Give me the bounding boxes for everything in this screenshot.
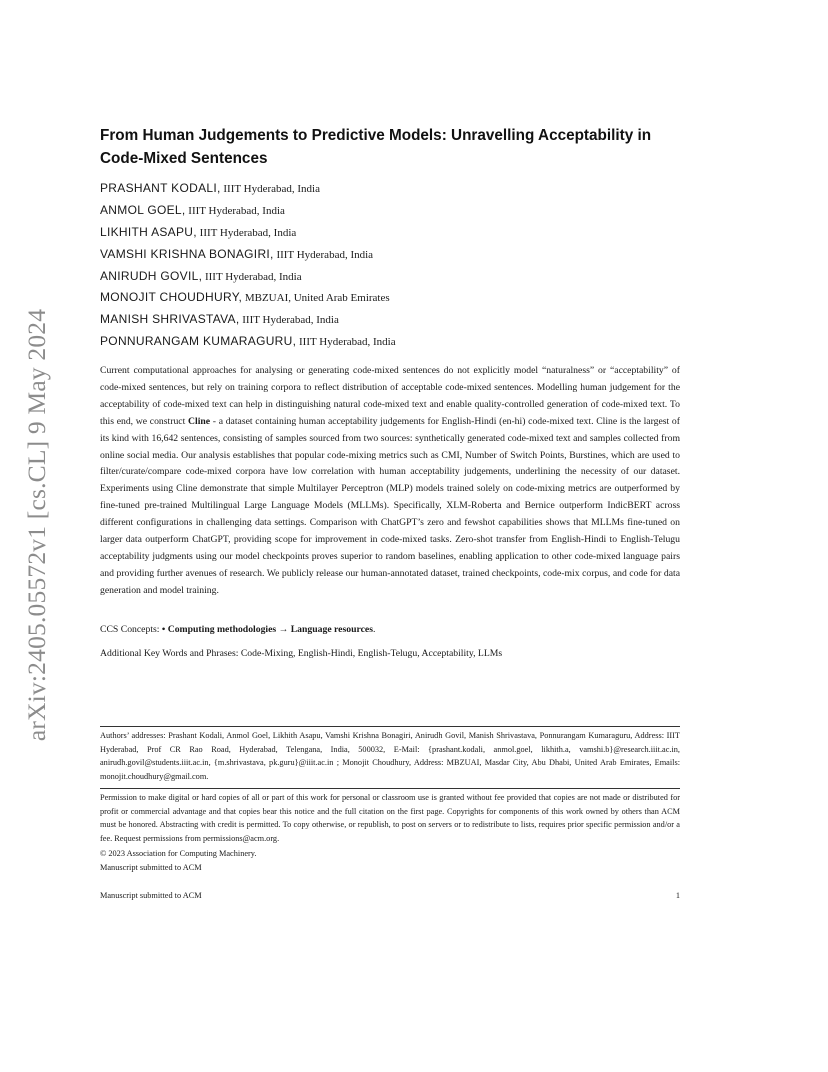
author-affiliation: IIIT Hyderabad, India xyxy=(296,336,396,349)
author-affiliation: IIIT Hyderabad, India xyxy=(273,248,374,261)
keywords: Additional Key Words and Phrases: Code-Mixing, English-Hindi, English-Telugu, Acceptability, LLMs xyxy=(100,648,503,659)
ccs-end: . xyxy=(372,624,376,635)
permission-notice: Permission to make digital or hard copies of all or part of this work for personal or classroom use is granted without fee provided that copies are not made or distributed for profit or commercial advantage and that copies bear this notice and the full citation on the first page. Copyrights for components of this work owned by others than ACM must be honored. Abstracting with credit is permitted. To copy otherwise, or republish, to post on servers or to redistribute to lists, requires prior specific permission and/or a fee. Request permissions from permissions@acm.org. xyxy=(100,793,680,843)
author-name: PONNURANGAM KUMARAGURU, xyxy=(100,334,297,349)
author-affiliation: IIIT Hyderabad, India xyxy=(196,226,297,239)
author-affiliation: IIIT Hyderabad, India xyxy=(185,204,285,217)
author-entry xyxy=(100,311,690,333)
author-affiliation: MBZUAI, United Arab Emirates xyxy=(242,292,390,305)
copyright-notice: © 2023 Association for Computing Machinery. xyxy=(100,849,257,858)
author-affiliation: IIIT Hyderabad, India xyxy=(202,270,302,283)
authors-addresses: Authors’ addresses: Prashant Kodali, Anmol Goel, Likhith Asapu, Vamshi Krishna Bonagiri, Anirudh Govil, Manish Shrivastava, Ponnurangam Kumaraguru, Address: IIIT Hyderabad, Prof CR Rao Road, Hyderabad, Telengana, India, 500032, E-Mail: {prashant.kodali, anmol.goel, likhith.a, vamshi.b}@research.iiit.ac.in, anirudh.govil@students.iiit.ac.in, {m.shrivastava, pk.guru}@iiit.ac.in ; Monojit Choudhury, Address: MBZUAI, Masdar City, Abu Dhabi, United Arab Emirates, Emails: monojit.choudhury@gmail.com. xyxy=(100,731,680,781)
ccs-label: CCS Concepts: xyxy=(100,624,162,635)
footnote-divider xyxy=(100,726,680,727)
author-entry xyxy=(100,289,690,311)
author-name: VAMSHI KRISHNA BONAGIRI, xyxy=(100,246,274,261)
arxiv-identifier-text: arXiv:2405.05572v1 [cs.CL] 9 May 2024 xyxy=(22,308,52,742)
author-affiliation: IIIT Hyderabad, India xyxy=(239,314,339,327)
author-name: MONOJIT CHOUDHURY, xyxy=(100,290,243,305)
permission-divider xyxy=(100,788,680,789)
dataset-name: Cline xyxy=(188,415,211,427)
author-entry xyxy=(100,202,690,224)
author-entry xyxy=(100,224,690,246)
author-name: MANISH SHRIVASTAVA, xyxy=(100,312,240,327)
footer-text: Manuscript submitted to ACM xyxy=(100,891,202,900)
submission-note: Manuscript submitted to ACM xyxy=(100,863,202,872)
author-entry xyxy=(100,268,690,290)
abstract-text-rest: - a dataset containing human acceptability judgements for English-Hindi (en-hi) code-mixed text. Cline is the largest of its kind with 16,642 sentences, consisting of samples sourced from two sources: synthetically generated code-mixed text and samples collected from online social media. Our analysis establishes that popular code-mixing metrics such as CMI, Number of Switch Points, Burstines, which are used to filter/curate/compare code-mixed corpora have low correlation with human acceptability judgements, underlining the necessity of our dataset. Experiments using Cline demonstrate that simple Multilayer Perceptron (MLP) models trained solely on code-mixing metrics are outperformed by fine-tuned pre-trained Multilingual Large Language Models (MLLMs). Specifically, XLM-Roberta and Bernice outperform IndicBERT across different configurations in challenging data settings. Comparison with ChatGPT’s zero and fewshot capabilities shows that MLLMs fine-tuned on larger data outperform ChatGPT, providing scope for improvement in code-mixed tasks. Zero-shot transfer from English-Hindi to English-Telugu acceptability judgments using our model checkpoints proves superior to random baselines, enabling application to other code-mixed language pairs and providing further avenues of research. We publicly release our human-annotated dataset, trained checkpoints, code-mix corpus, and code for data generation and model training. xyxy=(100,415,681,596)
author-name: PRASHANT KODALI, xyxy=(100,181,221,195)
abstract-text-start: Current computational approaches for analysing or generating code-mixed sentences do not explicitly model “naturalness” or “acceptability” of code-mixed sentences, but rely on training corpora to reflect distribution of acceptable code-mixed sentences. Modelling human judgement for the acceptability of code-mixed text can help in distinguishing natural code-mixed text and enable quality-controlled generation of code-mixed text. To this end, we construct xyxy=(100,365,680,427)
abstract xyxy=(100,363,680,600)
page-number: 1 xyxy=(675,891,680,900)
author-entry xyxy=(100,333,690,355)
author-entry xyxy=(100,180,690,202)
author-name: ANMOL GOEL, xyxy=(100,202,186,217)
paper-title: From Human Judgements to Predictive Models: Unravelling Acceptability in Code-Mixed Sentences xyxy=(100,127,652,167)
ccs-concept: • Computing methodologies → Language resources xyxy=(161,624,373,635)
author-entry xyxy=(100,246,690,268)
author-affiliation: IIIT Hyderabad, India xyxy=(220,183,320,195)
author-name: ANIRUDH GOVIL, xyxy=(100,268,203,283)
arxiv-identifier-stamp xyxy=(18,290,56,760)
ccs-concepts xyxy=(100,622,680,638)
author-name: LIKHITH ASAPU, xyxy=(100,224,197,239)
author-list xyxy=(100,180,690,355)
